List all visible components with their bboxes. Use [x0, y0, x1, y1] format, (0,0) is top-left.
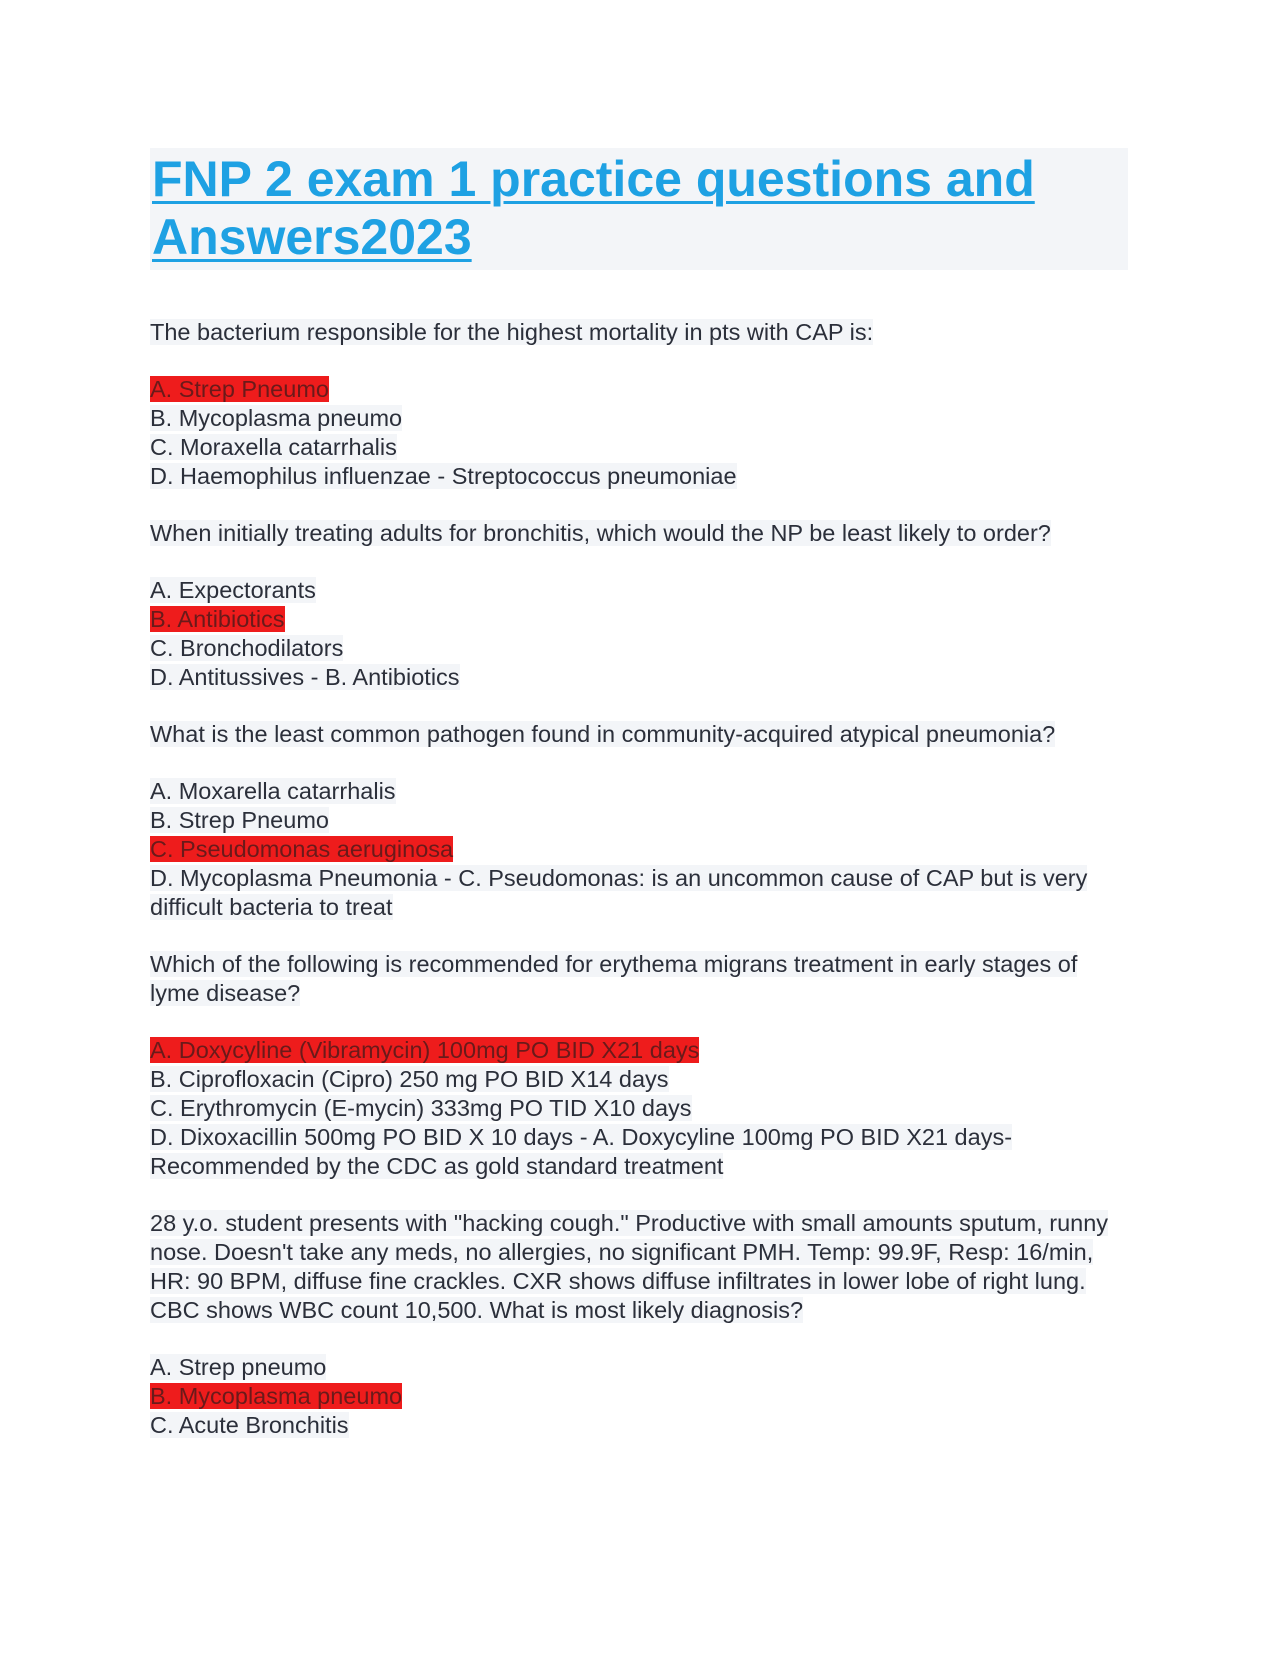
answer-option	[150, 1353, 1128, 1382]
answer-options	[150, 576, 1128, 692]
question-text-content: When initially treating adults for bronchitis, which would the NP be least likely to order?	[150, 520, 1051, 546]
question-block	[150, 950, 1128, 1181]
answer-options	[150, 777, 1128, 922]
answer-option	[150, 1123, 1128, 1181]
answer-option	[150, 433, 1128, 462]
answer-option	[150, 1094, 1128, 1123]
question-text-content: The bacterium responsible for the highest mortality in pts with CAP is:	[150, 319, 874, 345]
question-block	[150, 720, 1128, 922]
answer-options	[150, 375, 1128, 491]
question-block	[150, 318, 1128, 491]
question-text	[150, 519, 1128, 548]
answer-option	[150, 777, 1128, 806]
question-text	[150, 1209, 1128, 1325]
answer-option	[150, 864, 1128, 922]
answer-option	[150, 806, 1128, 835]
answer-option	[150, 634, 1128, 663]
document-title-link[interactable]: FNP 2 exam 1 practice questions and Answers2023	[152, 151, 1035, 265]
question-text	[150, 950, 1128, 1008]
answer-option-text: D. Dixoxacillin 500mg PO BID X 10 days - A. Doxycyline 100mg PO BID X21 days- Recommended by the CDC as gold standard treatment	[150, 1124, 1013, 1179]
answer-option	[150, 404, 1128, 433]
answer-option-text: C. Moraxella catarrhalis	[150, 434, 397, 460]
answer-option-correct	[150, 605, 1128, 634]
answer-option-text: A. Doxycyline (Vibramycin) 100mg PO BID X21 days	[150, 1037, 700, 1063]
answer-option-text: D. Antitussives - B. Antibiotics	[150, 664, 460, 690]
answer-option-text: C. Bronchodilators	[150, 635, 344, 661]
answer-option	[150, 576, 1128, 605]
answer-option-correct	[150, 1036, 1128, 1065]
question-block	[150, 519, 1128, 692]
answer-option-text: B. Strep Pneumo	[150, 807, 329, 833]
answer-option-text: B. Ciprofloxacin (Cipro) 250 mg PO BID X14 days	[150, 1066, 669, 1092]
question-text-content: Which of the following is recommended for erythema migrans treatment in early stages of lyme disease?	[150, 951, 1078, 1006]
answer-option-text: A. Strep Pneumo	[150, 376, 329, 402]
question-text-content: 28 y.o. student presents with "hacking cough." Productive with small amounts sputum, runny nose. Doesn't take any meds, no allergies, no significant PMH. Temp: 99.9F, Resp: 16/min, HR: 90 BPM, diffuse fine crackles. CXR shows diffuse infiltrates in lower lobe of right lung. CBC shows WBC count 10,500. What is most likely diagnosis?	[150, 1210, 1109, 1323]
answer-option	[150, 462, 1128, 491]
question-text	[150, 318, 1128, 347]
answer-option-text: B. Antibiotics	[150, 606, 285, 632]
answer-option	[150, 663, 1128, 692]
answer-option-text: C. Erythromycin (E-mycin) 333mg PO TID X10 days	[150, 1095, 692, 1121]
answer-option-text: C. Pseudomonas aeruginosa	[150, 836, 454, 862]
answer-option-text: D. Mycoplasma Pneumonia - C. Pseudomonas: is an uncommon cause of CAP but is very difficult bacteria to treat	[150, 865, 1088, 920]
question-block	[150, 1209, 1128, 1440]
answer-options	[150, 1353, 1128, 1440]
answer-option-text: A. Moxarella catarrhalis	[150, 778, 396, 804]
answer-option	[150, 1065, 1128, 1094]
answer-option-text: B. Mycoplasma pneumo	[150, 1383, 403, 1409]
answer-option-correct	[150, 835, 1128, 864]
answer-option	[150, 1411, 1128, 1440]
question-text	[150, 720, 1128, 749]
answer-options	[150, 1036, 1128, 1181]
answer-option-text: A. Expectorants	[150, 577, 316, 603]
answer-option-text: D. Haemophilus influenzae - Streptococcus pneumoniae	[150, 463, 737, 489]
answer-option-text: A. Strep pneumo	[150, 1354, 327, 1380]
answer-option-text: B. Mycoplasma pneumo	[150, 405, 403, 431]
title-block	[150, 148, 1128, 270]
answer-option-text: C. Acute Bronchitis	[150, 1412, 349, 1438]
answer-option-correct	[150, 1382, 1128, 1411]
question-text-content: What is the least common pathogen found in community-acquired atypical pneumonia?	[150, 721, 1056, 747]
answer-option-correct	[150, 375, 1128, 404]
document-page	[150, 148, 1128, 1468]
